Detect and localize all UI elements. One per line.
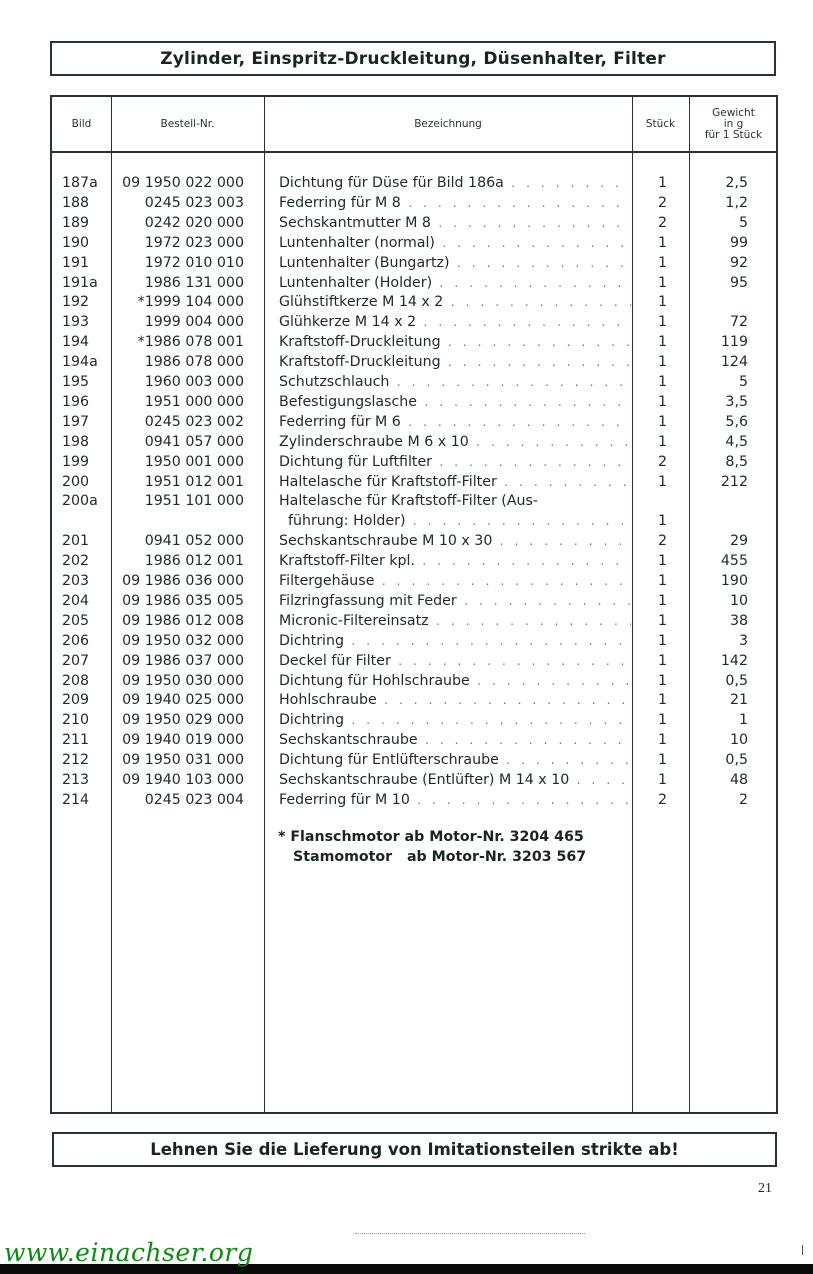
table-row	[52, 452, 776, 472]
cell-bestell-nr: 1951 101 000	[144, 493, 244, 510]
cell-bild: 195	[62, 374, 90, 390]
cell-stueck: 1	[657, 175, 668, 191]
cell-bezeichnung: Federring für M 10 . . .	[279, 790, 631, 810]
cell-bild: 208	[62, 672, 90, 689]
cell-bestell-nr: 1986 131 000	[144, 274, 244, 291]
cell-bild: 194a	[62, 354, 98, 371]
cell-bezeichnung: Filzringfassung mit Feder . . .	[279, 591, 631, 611]
cell-bestell-nr: 1986 078 000	[144, 354, 244, 371]
cell-stueck: 1	[657, 314, 668, 331]
cell-bezeichnung: Kraftstoff-Druckleitung . . .	[279, 332, 631, 352]
cell-bestell-nr: 1951 000 000	[144, 393, 244, 410]
cell-bestell-nr: 0245 023 003	[144, 194, 244, 211]
cell-bezeichnung: Filtergehäuse . . .	[279, 571, 631, 591]
cell-bestell-nr: 09 1940 025 000	[122, 692, 244, 709]
cell-bild: 194	[62, 334, 90, 351]
cell-bestell-nr: 09 1950 022 000	[122, 175, 244, 191]
table-row	[52, 233, 776, 253]
cell-bestell-nr: 1960 003 000	[144, 374, 244, 390]
table-row	[52, 412, 776, 432]
table-row	[52, 392, 776, 412]
cell-gewicht: 21	[729, 692, 748, 709]
cell-stueck: 1	[657, 752, 668, 769]
cell-bild: 192	[62, 294, 90, 311]
header-bild: Bild	[71, 117, 92, 130]
cell-gewicht: 72	[729, 314, 748, 331]
cell-bestell-nr: 1999 004 000	[144, 314, 244, 331]
cell-bezeichnung: Dichtring . . .	[279, 710, 631, 730]
cell-gewicht: 92	[729, 254, 748, 271]
cell-stueck: 1	[657, 254, 668, 271]
cell-bild: 191a	[62, 274, 98, 291]
cell-bild: 191	[62, 254, 90, 271]
cell-gewicht: 99	[729, 234, 748, 251]
cell-stueck: 1	[657, 652, 668, 669]
cell-stueck: 1	[657, 692, 668, 709]
cell-bild: 193	[62, 314, 90, 331]
cell-bezeichnung: Luntenhalter (normal) . . .	[279, 233, 631, 253]
footnote-line-1: * Flanschmotor ab Motor-Nr. 3204 465	[278, 829, 584, 845]
table-row	[52, 332, 776, 352]
cell-bestell-nr: 1950 001 000	[144, 453, 244, 470]
cell-bild: 199	[62, 453, 90, 470]
cell-bestell-nr: 09 1950 029 000	[122, 712, 244, 729]
cell-bezeichnung: Dichtung für Hohlschraube . . .	[279, 671, 631, 691]
table-row	[52, 491, 776, 530]
header-divider	[52, 151, 776, 153]
header-bestell-nr: Bestell-Nr.	[160, 117, 215, 130]
table-row	[52, 651, 776, 671]
cell-gewicht: 142	[720, 652, 748, 669]
cell-bild: 206	[62, 632, 90, 649]
cell-bestell-nr: 1951 012 001	[144, 473, 244, 490]
cell-gewicht: 5	[738, 374, 748, 390]
cell-stueck: 1	[657, 553, 668, 570]
cell-bestell-nr: 0242 020 000	[144, 214, 244, 231]
cell-gewicht: 0,5	[725, 672, 748, 689]
cell-bestell-nr: 09 1986 036 000	[122, 573, 244, 589]
cell-bestell-nr: 09 1986 037 000	[122, 652, 244, 669]
cell-gewicht: 10	[729, 732, 748, 749]
header-bezeichnung: Bezeichnung	[414, 117, 482, 130]
cell-stueck: 2	[657, 791, 668, 808]
cell-bestell-nr: *1986 078 001	[137, 334, 244, 351]
cell-bild: 187a	[62, 175, 98, 191]
cell-stueck: 1	[657, 632, 668, 649]
cell-bezeichnung: Schutzschlauch . . .	[279, 372, 631, 392]
table-row	[52, 173, 776, 193]
cell-bezeichnung: Sechskantschraube M 10 x 30 . . .	[279, 531, 631, 551]
table-row	[52, 352, 776, 372]
cell-stueck: 1	[657, 374, 668, 390]
header-gewicht	[689, 97, 778, 151]
cell-bild: 209	[62, 692, 90, 709]
cell-bild: 198	[62, 433, 90, 450]
cell-bezeichnung: Haltelasche für Kraftstoff-Filter . . .	[279, 472, 631, 492]
cell-bezeichnung: Kraftstoff-Druckleitung . . .	[279, 352, 631, 372]
table-row	[52, 312, 776, 332]
cell-bild: 214	[62, 791, 90, 808]
cell-stueck: 1	[657, 712, 668, 729]
cell-bezeichnung: Kraftstoff-Filter kpl. . . .	[279, 551, 631, 571]
cell-gewicht: 0,5	[725, 752, 748, 769]
cell-bestell-nr: 1972 010 010	[144, 254, 244, 271]
cell-stueck: 1	[657, 234, 668, 251]
cell-bild: 210	[62, 712, 90, 729]
cell-bestell-nr: 09 1950 032 000	[122, 632, 244, 649]
table-row	[52, 770, 776, 790]
cell-stueck: 1	[657, 592, 668, 609]
cell-bezeichnung: Sechskantschraube (Entlüfter) M 14 x 10 . . .	[279, 770, 631, 790]
cell-bezeichnung: Dichtung für Entlüfterschraube . . .	[279, 750, 631, 770]
cell-bezeichnung: Dichtung für Düse für Bild 186a . . .	[279, 173, 631, 193]
cell-gewicht: 48	[729, 772, 748, 788]
cell-bezeichnung: Luntenhalter (Holder) . . .	[279, 273, 631, 293]
cell-gewicht: 4,5	[725, 433, 748, 450]
cell-stueck: 1	[657, 612, 668, 629]
table-row	[52, 690, 776, 710]
cell-bezeichnung: Zylinderschraube M 6 x 10 . . .	[279, 432, 631, 452]
cell-bezeichnung: Federring für M 8 . . .	[279, 193, 631, 213]
cell-gewicht: 1	[738, 712, 748, 729]
cell-bestell-nr: 09 1940 019 000	[122, 732, 244, 749]
cell-stueck: 2	[657, 214, 668, 231]
cell-bild: 190	[62, 234, 90, 251]
cell-gewicht: 38	[729, 612, 748, 629]
cell-gewicht: 3	[738, 632, 748, 649]
table-row	[52, 611, 776, 631]
table-row	[52, 671, 776, 691]
cell-stueck: 1	[657, 573, 668, 589]
cell-bild: 205	[62, 612, 90, 629]
table-row	[52, 571, 776, 591]
table-row	[52, 790, 776, 810]
cell-bestell-nr: 0245 023 002	[144, 413, 244, 430]
cell-bild: 197	[62, 413, 90, 430]
cell-gewicht: 190	[720, 573, 748, 589]
cell-stueck: 1	[657, 672, 668, 689]
page-title: Zylinder, Einspritz-Druckleitung, Düsenhalter, Filter	[50, 41, 776, 76]
header-gewicht-line3: für 1 Stück	[704, 128, 763, 141]
cell-stueck: 1	[657, 413, 668, 430]
cell-stueck: 1	[657, 473, 668, 490]
table-row	[52, 750, 776, 770]
cell-stueck: 2	[657, 453, 668, 470]
cell-bestell-nr: 09 1986 012 008	[122, 612, 244, 629]
table-row	[52, 551, 776, 571]
cell-stueck: 1	[657, 393, 668, 410]
page-number: 21	[758, 1181, 772, 1196]
cell-bezeichnung: Haltelasche für Kraftstoff-Filter (Aus-	[279, 493, 539, 510]
table-row	[52, 631, 776, 651]
cell-gewicht: 2	[738, 791, 748, 808]
cell-bild: 188	[62, 194, 90, 211]
cell-bild: 200a	[62, 493, 98, 510]
cell-bestell-nr: 1986 012 001	[144, 553, 244, 570]
cell-bezeichnung: Sechskantschraube . . .	[279, 730, 631, 750]
cell-bestell-nr: 09 1940 103 000	[122, 772, 244, 788]
cell-bild: 212	[62, 752, 90, 769]
cell-bild: 201	[62, 533, 90, 550]
table-row	[52, 253, 776, 273]
cell-bezeichnung: Sechskantmutter M 8 . . .	[279, 213, 631, 233]
cell-bild: 203	[62, 573, 90, 589]
cell-stueck: 1	[657, 294, 668, 311]
cell-bezeichnung: Glühstiftkerze M 14 x 2 . . .	[279, 292, 631, 312]
cell-bestell-nr: 0941 052 000	[144, 533, 244, 550]
cell-stueck: 2	[657, 194, 668, 211]
cell-bestell-nr: 09 1950 031 000	[122, 752, 244, 769]
cell-gewicht: 2,5	[725, 175, 748, 191]
footer-notice: Lehnen Sie die Lieferung von Imitationsteilen strikte ab!	[52, 1132, 777, 1167]
cell-stueck: 2	[657, 533, 668, 550]
cell-bild: 213	[62, 772, 90, 788]
cell-gewicht: 455	[720, 553, 748, 570]
cell-bestell-nr: 09 1950 030 000	[122, 672, 244, 689]
cell-bezeichnung: Deckel für Filter . . .	[279, 651, 631, 671]
cell-gewicht: 124	[720, 354, 748, 371]
cell-bezeichnung: Glühkerze M 14 x 2 . . .	[279, 312, 631, 332]
cell-gewicht: 5	[738, 214, 748, 231]
cell-gewicht: 95	[729, 274, 748, 291]
footnote-line-2: Stamomotor ab Motor-Nr. 3203 567	[293, 849, 587, 865]
cell-bild: 204	[62, 592, 90, 609]
header-gewicht-line2: in g	[723, 117, 744, 130]
cell-gewicht: 1,2	[725, 194, 748, 211]
cell-gewicht: 212	[720, 473, 748, 490]
cell-gewicht: 5,6	[725, 413, 748, 430]
cell-bezeichnung: Micronic-Filtereinsatz . . .	[279, 611, 631, 631]
cell-bild: 200	[62, 473, 90, 490]
cell-bezeichnung-continued: führung: Holder) . . .	[288, 511, 631, 531]
cell-gewicht: 3,5	[725, 393, 748, 410]
cell-stueck: 1	[657, 513, 668, 530]
table-row	[52, 730, 776, 750]
cell-stueck: 1	[657, 433, 668, 450]
table-row	[52, 591, 776, 611]
cell-bestell-nr: *1999 104 000	[137, 294, 244, 311]
cell-stueck: 1	[657, 732, 668, 749]
cell-bezeichnung: Federring für M 6 . . .	[279, 412, 631, 432]
table-row	[52, 432, 776, 452]
scan-artifact-line	[355, 1233, 585, 1234]
cell-stueck: 1	[657, 772, 668, 788]
cell-bestell-nr: 1972 023 000	[144, 234, 244, 251]
table-row	[52, 193, 776, 213]
cell-bezeichnung: Befestigungslasche . . .	[279, 392, 631, 412]
cell-bild: 211	[62, 732, 90, 749]
scan-artifact-tick	[802, 1245, 803, 1255]
cell-stueck: 1	[657, 334, 668, 351]
cell-stueck: 1	[657, 354, 668, 371]
cell-gewicht: 119	[720, 334, 748, 351]
table-row	[52, 472, 776, 492]
cell-stueck: 1	[657, 274, 668, 291]
cell-bild: 202	[62, 553, 90, 570]
cell-bestell-nr: 09 1986 035 005	[122, 592, 244, 609]
table-row	[52, 292, 776, 312]
cell-bestell-nr: 0941 057 000	[144, 433, 244, 450]
header-gewicht-line1: Gewicht	[712, 106, 755, 119]
cell-bezeichnung: Dichtring . . .	[279, 631, 631, 651]
cell-gewicht: 8,5	[725, 453, 748, 470]
table-row	[52, 273, 776, 293]
cell-gewicht: 29	[729, 533, 748, 550]
header-stueck: Stück	[645, 117, 676, 130]
table-row	[52, 710, 776, 730]
table-row	[52, 213, 776, 233]
cell-bezeichnung: Luntenhalter (Bungartz) . . .	[279, 253, 631, 273]
cell-bild: 189	[62, 214, 90, 231]
watermark-link[interactable]: www.einachser.org	[4, 1238, 254, 1267]
parts-table	[50, 95, 778, 1114]
cell-gewicht: 10	[729, 592, 748, 609]
cell-bild: 196	[62, 393, 90, 410]
cell-bezeichnung: Dichtung für Luftfilter . . .	[279, 452, 631, 472]
cell-bezeichnung: Hohlschraube . . .	[279, 690, 631, 710]
cell-bild: 207	[62, 652, 90, 669]
table-row	[52, 372, 776, 392]
table-row	[52, 531, 776, 551]
cell-bestell-nr: 0245 023 004	[144, 791, 244, 808]
